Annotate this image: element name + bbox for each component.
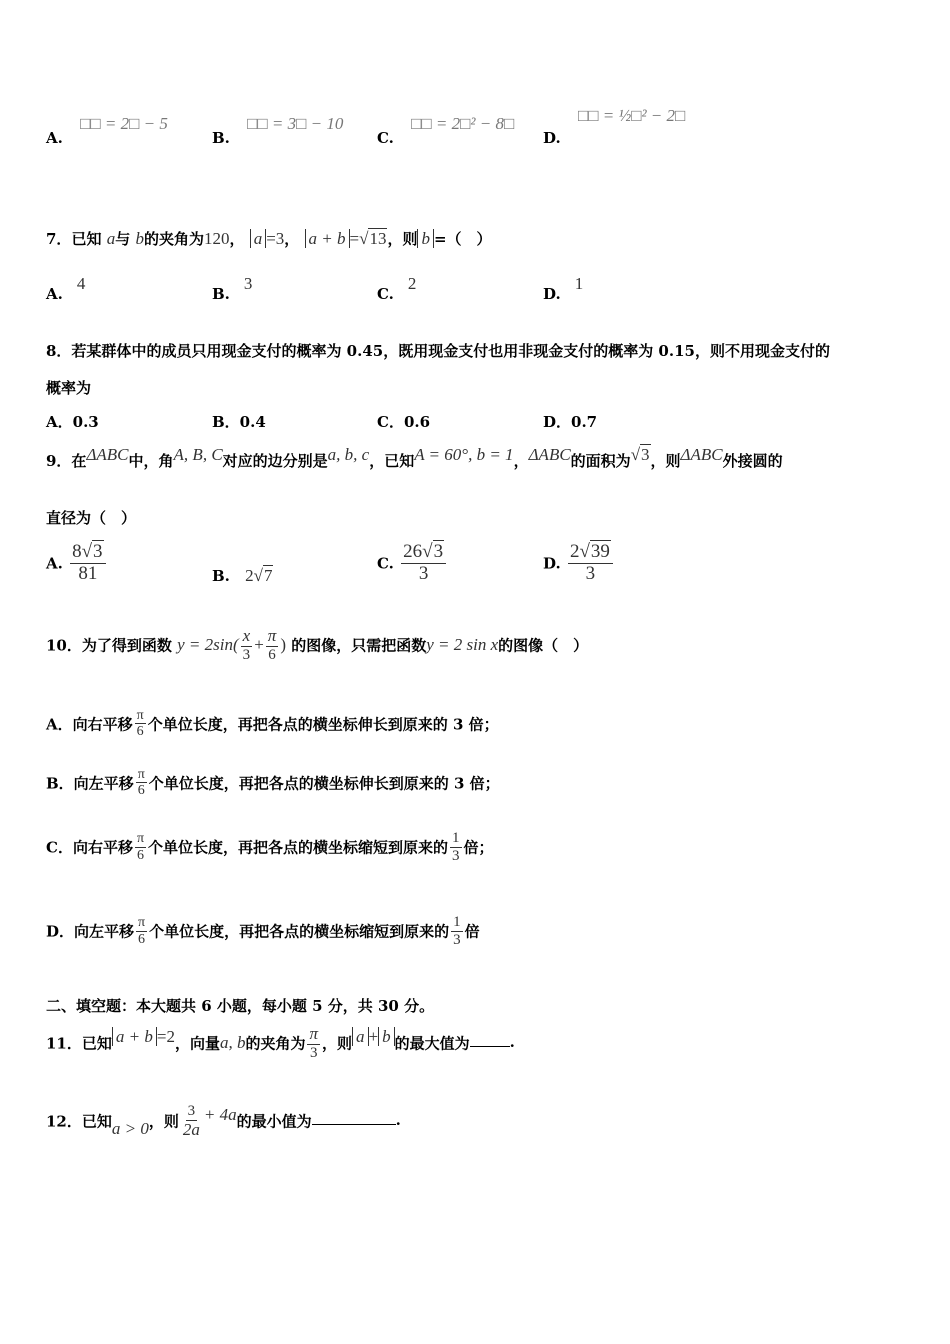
text-fragment: a, b, c xyxy=(327,445,370,464)
text-fragment: 倍 xyxy=(464,922,480,941)
text-fragment: 的图像，只需把函数 xyxy=(291,636,427,655)
option-expr: □□ = 3□ − 10 xyxy=(247,114,344,133)
question-7: 7．已知 a与 b的夹角为120， a =3， a + b =√13，则 b =（ ） xyxy=(46,229,492,248)
text-fragment: ，则 xyxy=(148,1112,179,1131)
text-fragment: D. xyxy=(543,285,561,303)
text-fragment: π xyxy=(136,708,144,723)
text-fragment: ΔABC xyxy=(86,445,129,464)
text-fragment: 3 xyxy=(452,847,460,864)
question-10 xyxy=(46,627,588,663)
q10-option-d[interactable] xyxy=(46,914,480,948)
text-fragment: b xyxy=(417,229,434,248)
text-fragment: 个单位长度，再把各点的横坐标伸长到原来的 3 倍； xyxy=(147,715,499,734)
q6-option-b[interactable] xyxy=(212,114,344,148)
text-fragment: 6 xyxy=(137,783,145,799)
text-fragment: 26 xyxy=(403,541,423,562)
text-fragment: A．向右平移 xyxy=(46,715,133,734)
text-fragment: 的图像（ ） xyxy=(498,636,589,655)
text-fragment: 已知 xyxy=(71,230,102,248)
text-fragment: 3 xyxy=(641,445,650,464)
text-fragment: A. xyxy=(46,285,63,303)
text-fragment: 39 xyxy=(590,541,610,562)
q9-option-c[interactable]: C. $\frac{26√3}{3}$ xyxy=(377,542,448,585)
q6-option-d[interactable] xyxy=(543,106,686,148)
text-fragment: ， xyxy=(229,230,245,248)
option-label: D. xyxy=(543,129,561,147)
text-fragment: 与 xyxy=(115,230,131,248)
q8-option-d[interactable]: D．0.7 xyxy=(543,413,598,431)
text-fragment: + 4a xyxy=(203,1105,237,1125)
option-label: A. xyxy=(46,129,63,147)
q9-option-a[interactable]: A. $\frac{8√3}{81}$ xyxy=(46,542,108,585)
text-fragment: 6 xyxy=(136,724,144,740)
q10-option-a[interactable] xyxy=(46,708,499,740)
text-fragment: a + b xyxy=(305,229,350,248)
text-fragment: 2 xyxy=(407,274,417,293)
text-fragment: 7 xyxy=(263,566,273,585)
text-fragment: ， xyxy=(513,452,529,470)
text-fragment: 81 xyxy=(78,562,98,584)
q8-option-b[interactable]: B．0.4 xyxy=(212,413,266,431)
q9-option-d[interactable]: D. $\frac{2√39}{3}$ xyxy=(543,542,615,585)
text-fragment: π xyxy=(136,831,145,847)
text-fragment: . xyxy=(395,1111,401,1130)
text-fragment: 7． xyxy=(46,230,72,248)
text-fragment: 个单位长度，再把各点的横坐标缩短到原来的 xyxy=(148,838,449,857)
text-fragment: π xyxy=(137,767,145,782)
q8-option-a[interactable]: A．0.3 xyxy=(46,413,99,431)
option-label: C. xyxy=(377,129,394,147)
text-fragment: A. xyxy=(46,554,63,573)
section-heading: 二、填空题：本大题共 6 小题，每小题 5 分，共 30 分。 xyxy=(46,997,435,1015)
text-fragment: . xyxy=(509,1033,515,1052)
text-fragment: 8 xyxy=(72,541,82,562)
text-fragment: 1 xyxy=(452,830,460,846)
q8-option-c[interactable]: C．0.6 xyxy=(377,413,431,431)
text-fragment: 13 xyxy=(369,229,387,248)
question-9: 9．在ΔABC中，角A, B, C对应的边分别是a, b, c，已知A = 60°, b = 1，ΔABC的面积为√3，则ΔABC外接圆的 xyxy=(46,445,783,470)
answer-blank[interactable] xyxy=(470,1046,510,1047)
text-fragment: 10．为了得到函数 xyxy=(46,636,172,655)
text-fragment: 3 xyxy=(310,1044,318,1061)
text-fragment: a xyxy=(250,229,267,248)
text-fragment: 的最大值为 xyxy=(394,1034,470,1053)
question-11 xyxy=(46,1025,515,1061)
text-fragment: =（ ） xyxy=(433,230,492,248)
text-fragment: 12．已知 xyxy=(46,1112,112,1131)
text-fragment: 的面积为 xyxy=(570,452,631,470)
text-fragment: 中，角 xyxy=(128,452,174,470)
q7-option-b[interactable] xyxy=(212,274,253,304)
text-fragment: 3 xyxy=(187,1103,196,1119)
text-fragment: 11．已知 xyxy=(46,1034,112,1053)
q6-option-a[interactable] xyxy=(46,114,168,148)
option-expr: □□ = 2□ − 5 xyxy=(80,114,168,133)
text-fragment: C. xyxy=(377,285,394,303)
text-fragment: ) xyxy=(280,635,286,655)
question-8-line1: 8．若某群体中的成员只用现金支付的概率为 0.45，既用现金支付也用非现金支付的概率为 0.15，则不用现金支付的 xyxy=(46,342,830,360)
q10-option-b[interactable] xyxy=(46,767,500,799)
text-fragment: 6 xyxy=(268,646,276,663)
text-fragment: 倍； xyxy=(463,838,494,857)
text-fragment: x xyxy=(242,626,251,645)
q6-option-c[interactable] xyxy=(377,114,515,148)
text-fragment: a xyxy=(106,229,116,248)
text-fragment: A = 60°, b = 1 xyxy=(414,445,514,464)
text-fragment: ，则 xyxy=(387,230,418,248)
text-fragment: =2 xyxy=(156,1027,175,1047)
text-fragment: = xyxy=(349,229,360,248)
q9-option-b[interactable]: B. 2√7 xyxy=(212,566,273,585)
question-12 xyxy=(46,1103,401,1139)
text-fragment: ΔABC xyxy=(680,445,723,464)
text-fragment: a > 0 xyxy=(111,1119,149,1139)
text-fragment: 6 xyxy=(138,931,146,947)
text-fragment: B. xyxy=(212,285,230,303)
text-fragment: 3 xyxy=(418,562,429,584)
q7-option-a[interactable] xyxy=(46,274,86,304)
text-fragment: C. xyxy=(377,554,394,573)
text-fragment: ，则 xyxy=(322,1034,353,1053)
q7-option-d[interactable] xyxy=(543,274,584,304)
text-fragment: 4 xyxy=(76,274,86,293)
text-fragment: B. xyxy=(212,567,230,585)
text-fragment: 2a xyxy=(182,1119,200,1139)
text-fragment: 1 xyxy=(574,274,584,293)
text-fragment: 6 xyxy=(136,847,144,863)
text-fragment: ，向量 xyxy=(174,1034,220,1053)
text-fragment: 2 xyxy=(245,566,254,585)
text-fragment: 的夹角为 xyxy=(245,1034,306,1053)
text-fragment: π xyxy=(309,1024,319,1043)
text-fragment: =3 xyxy=(266,229,285,248)
text-fragment: 9．在 xyxy=(46,452,87,470)
q7-option-c[interactable] xyxy=(377,274,417,304)
text-fragment: 个单位长度，再把各点的横坐标伸长到原来的 3 倍； xyxy=(148,774,500,793)
text-fragment: π xyxy=(138,915,146,931)
text-fragment: y = 2sin( xyxy=(177,635,239,655)
text-fragment: a + b xyxy=(112,1027,157,1046)
text-fragment: A, B, C xyxy=(173,445,223,464)
text-fragment: 1 xyxy=(453,914,461,930)
text-fragment: 3 xyxy=(585,562,596,584)
text-fragment: 外接圆的 xyxy=(722,452,783,470)
question-8-line2: 概率为 xyxy=(46,379,92,397)
text-fragment: π xyxy=(267,626,277,645)
text-fragment: ，已知 xyxy=(369,452,415,470)
text-fragment: 3 xyxy=(93,541,103,562)
text-fragment: D．向左平移 xyxy=(46,922,135,941)
text-fragment: + xyxy=(368,1027,379,1047)
q10-option-c[interactable] xyxy=(46,830,494,864)
text-fragment: + xyxy=(254,635,264,655)
text-fragment: 3 xyxy=(453,931,461,948)
question-9-line2: 直径为（ ） xyxy=(46,509,137,527)
text-fragment: 3 xyxy=(243,274,253,293)
text-fragment: 的最小值为 xyxy=(236,1112,312,1131)
text-fragment: 对应的边分别是 xyxy=(222,452,328,470)
text-fragment: D. xyxy=(543,554,561,573)
option-expr: □□ = ½□² − 2□ xyxy=(577,106,686,125)
text-fragment: a xyxy=(352,1027,369,1046)
text-fragment: B．向左平移 xyxy=(46,774,134,793)
text-fragment: 个单位长度，再把各点的横坐标缩短到原来的 xyxy=(149,922,450,941)
text-fragment: 3 xyxy=(433,541,444,562)
option-expr: □□ = 2□² − 8□ xyxy=(411,114,515,133)
text-fragment: b xyxy=(378,1027,395,1046)
option-label: B. xyxy=(212,129,230,147)
text-fragment: 120 xyxy=(203,229,230,248)
text-fragment: b xyxy=(135,229,144,248)
text-fragment: y = 2 sin x xyxy=(426,635,499,655)
text-fragment: 2 xyxy=(569,541,580,562)
text-fragment: C．向右平移 xyxy=(46,838,133,857)
text-fragment: ΔABC xyxy=(528,445,571,464)
answer-blank[interactable] xyxy=(312,1124,396,1125)
text-fragment: ，则 xyxy=(650,452,681,470)
text-fragment: 3 xyxy=(242,646,251,663)
text-fragment: ， xyxy=(284,230,300,248)
text-fragment: a, b xyxy=(219,1033,246,1053)
text-fragment: 的夹角为 xyxy=(143,230,204,248)
